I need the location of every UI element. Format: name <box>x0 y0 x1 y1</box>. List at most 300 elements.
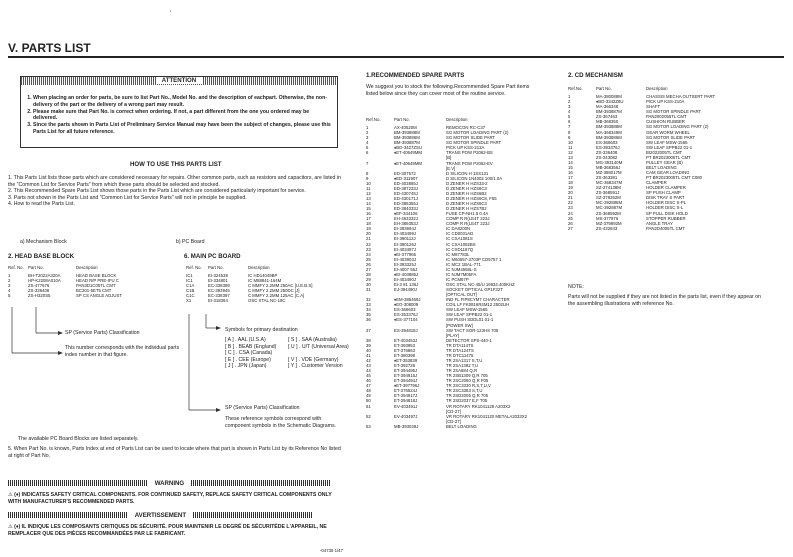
cell: 5 <box>8 293 11 299</box>
cell: [E.V] <box>446 165 456 171</box>
cell: MC-392887M <box>596 205 623 211</box>
cell: 25 <box>568 215 573 221</box>
symbol-item: [ C ] . CSA (Canada) <box>225 350 273 356</box>
attention-item: 1. When placing an order for parts, be sure to list Part No., Model No. and the description of eachpart. Otherwise, the non-delivery of the part or the delivery of a wrong part may result. <box>33 95 333 108</box>
cell: 5 <box>568 114 571 120</box>
cell: ♦ET-353839 <box>394 357 418 363</box>
cell: [POWER SW] <box>446 322 473 328</box>
cell: ET-393953 <box>394 342 416 348</box>
cell: EI-390112J <box>394 236 416 242</box>
cell: EI-334801 <box>208 278 228 284</box>
cell: EI-393325J <box>394 261 416 267</box>
cell: SG MOTOR SLIDE PART <box>646 134 696 140</box>
cell: PT BR2023005TL CMT C080 <box>646 175 703 181</box>
cell: ET-394818J <box>394 398 418 404</box>
cell: EV-403491J <box>394 403 418 409</box>
cell: 18 <box>366 221 371 227</box>
cell: IC MC2 1BAL-771 <box>446 261 481 267</box>
cell: IC PCM67P <box>446 276 469 282</box>
cell: ET-376863 <box>394 347 416 353</box>
cell: 23 <box>568 205 573 211</box>
cell: ♦EI-403885J <box>394 271 419 277</box>
cell: SW LEAF SPPB22 01-1 <box>446 312 493 318</box>
cell: 36 <box>366 317 371 323</box>
cd-mech-rows <box>568 94 715 231</box>
warning-fr-heading: AVERTISSEMENT <box>134 512 187 519</box>
attention-item: 3. Since the parts shown in Parts List of Preliminary Service Manual may have been the subject of changes, please use this Parts List for all future reference. <box>33 122 333 135</box>
cell: MA-366348 <box>596 104 619 110</box>
cell: ED-430171J <box>394 195 418 201</box>
cell: TR 2SA684 Q,R <box>446 368 478 374</box>
table-row <box>186 298 312 303</box>
cell: 13 <box>568 154 573 160</box>
main-pc-pointer-lines <box>186 312 226 422</box>
cell: C MMFY 2.2ΜM 125AC [C.A] <box>248 293 305 299</box>
cell: ♦ES-377104 <box>394 317 418 323</box>
cell: TR 2SA1382 T,U <box>446 363 479 368</box>
cell: MC-368347M <box>596 180 623 186</box>
cell: SG MOTOR SPINDLE PART <box>446 140 502 146</box>
cell: BM-393886M <box>596 134 622 140</box>
cell: SW LEAF MSW-1565 <box>446 307 488 313</box>
warning-fr-bar-left <box>8 512 128 518</box>
cell: ZS-336408 <box>28 288 50 294</box>
cell: IC M87783L <box>446 251 470 257</box>
cell: EC-393945 <box>208 288 230 294</box>
cell: TR 2SC3383 S,T,U <box>446 388 483 394</box>
cell: IC NJM7M05FA <box>446 271 477 277</box>
cell: 30 <box>366 282 371 287</box>
cell: TR 2SD2005 Q,R 705 <box>446 393 489 399</box>
cell: 17 <box>568 175 573 181</box>
cell: 9 <box>366 175 369 181</box>
cell: EI-4007 55J <box>394 266 418 272</box>
symbol-item: [ U ] . U/T (Universal Area) <box>288 343 349 350</box>
table-row <box>366 424 527 429</box>
cell: SZ-374138M <box>596 185 621 191</box>
cell: TRANS POW P2062-EV <box>446 160 493 166</box>
cell: CHASSIS MECHA OUTSERT PART <box>646 94 716 100</box>
cell: SP PUSH CLAMP <box>646 190 681 196</box>
cell: 8 <box>366 170 369 176</box>
page-title: V. PARTS LIST <box>8 41 91 55</box>
cell: 49 <box>366 393 371 399</box>
cell: COMP R R(LE4T 223J <box>446 221 490 227</box>
cell: MA-368349M <box>596 129 622 135</box>
cell: MS-377976 <box>596 215 619 221</box>
cell: ZS-477676 <box>28 283 50 289</box>
cell: ♦EO-308009 <box>394 302 419 308</box>
cell: 40 <box>366 347 371 353</box>
cell: HOLDER CLAMPER <box>646 185 686 191</box>
cell: 27 <box>568 225 573 231</box>
head-base-classification: SP (Service Parts) Classification <box>65 330 140 336</box>
cell: C1B <box>186 288 195 294</box>
cell: VR ROTARY RK1041120 METALA2033X2 <box>446 413 528 419</box>
col-part: Part No. <box>394 117 410 122</box>
cell: 32 <box>366 297 371 303</box>
cell: IC HD14049BP <box>248 273 278 279</box>
cell: MZ-379892M <box>596 220 622 226</box>
cell: 3 <box>8 283 11 289</box>
symbol-item: [ J ] . JPN (Japan) <box>225 363 267 369</box>
cell: 2 <box>366 130 369 136</box>
warning-fr-heading-row <box>8 512 348 520</box>
cell: ED-386355J <box>394 201 418 206</box>
cell: 15 <box>366 206 371 212</box>
label-pc-board: b) PC Board <box>176 239 205 245</box>
cell: 3 <box>366 135 369 141</box>
cell: 44 <box>366 368 371 374</box>
cell: ET-376524J <box>394 388 418 394</box>
cell: EI-393694J <box>394 226 416 232</box>
cell: PAN2002055TL CMT <box>646 114 687 120</box>
howto-item: 3. Parts not shown in the Parts List and "Common List for Service Parts" will not in principle be supplied. <box>8 194 247 201</box>
cell: ED-403865J <box>394 180 418 186</box>
cell: 17 <box>366 216 371 222</box>
cell: 11 <box>568 144 573 150</box>
cell: PICK UP KSS-213A <box>446 145 485 151</box>
cell: MB-393039J <box>394 423 419 429</box>
cell: 24 <box>568 210 573 216</box>
cell: ES-393376J <box>596 144 620 150</box>
footer-mark: -04735 1/47 <box>320 548 343 553</box>
col-ref: Ref.No. <box>366 117 381 122</box>
cell: HEAD R/P PRE-IFU C <box>76 278 119 284</box>
cell: ♦EI-377965 <box>394 251 417 257</box>
cell: ET-380398 <box>394 352 416 358</box>
cell: 35 <box>366 312 371 318</box>
col-part: Part No. <box>596 86 612 91</box>
cell: OSC XTAL NC-45/U 16934.400KHZ <box>446 282 515 287</box>
col-part: Part No. <box>28 265 44 270</box>
cell: MA-380088M <box>596 94 622 100</box>
cell: 34 <box>366 307 371 313</box>
cell: 10 <box>568 139 573 145</box>
cell: IC CXD1167Q <box>446 246 474 252</box>
cell: ♦ET-40649MM <box>394 150 422 156</box>
howto-item: 2. This Recommended Spare Parts List shows those parts in the Parts List which are considered particularly important for service. <box>8 188 306 194</box>
cell: EI-403497J <box>394 246 416 252</box>
cell: 38 <box>366 337 371 343</box>
cell: EI-403499J <box>394 231 416 237</box>
head-base-pointer-lines <box>8 305 68 360</box>
cell: HEAD BASE BLOCK <box>76 273 117 279</box>
cell: BM-393888M <box>394 130 420 136</box>
cell: IC M88841-164M <box>248 278 282 284</box>
cell: TR 2SC3330 R,S,T,U,V <box>446 383 491 389</box>
cell: 6 <box>568 119 571 125</box>
cell: SP PULL DISK HOLD <box>646 210 688 216</box>
head-base-heading: 2. HEAD BASE BLOCK <box>8 253 75 260</box>
cell: 51 <box>366 403 371 409</box>
cell: ES-394818J <box>394 327 418 333</box>
cell: 4 <box>8 288 11 294</box>
attention-heading: ATTENTION <box>156 77 202 84</box>
cell: COIL LF FK0816R4M12 2502UH <box>446 302 510 308</box>
cell: 8 <box>568 129 571 135</box>
warning-bar-right <box>191 480 331 486</box>
cell: C1C <box>186 293 195 299</box>
symbol-item: [ B ] . BEAB (England) <box>225 343 277 350</box>
cell: TR 2SA1317 S,T,U <box>446 357 483 363</box>
warning-heading: WARNING <box>154 480 185 487</box>
cell: ZS-432843 <box>596 225 618 231</box>
cell: CUSHION RUBBER <box>646 119 685 125</box>
cell: 15 <box>568 164 573 170</box>
cell: TR 2SD2037 E,F T05 <box>446 398 488 404</box>
cell: D ZENER H HZS6C3 <box>446 201 487 206</box>
cell: 9 <box>568 134 571 140</box>
cd-note: Parts will not be supplied if they are not listed in the parts list, even if they appear on the assembling illustrations with reference No. <box>568 294 761 307</box>
howto-item: 1. This Parts List lists those parts which are considered necessary for repairs. Other common parts, such as resistors and capacitors, are listed in the "Common List for Service Parts" from which these parts should be selected and stocked. <box>8 175 341 188</box>
cell: 24 <box>366 251 371 257</box>
cell: ZS-H320S5 <box>28 293 51 299</box>
main-pc-heading: 6. MAIN PC BOARD <box>184 253 241 260</box>
cell: TR DTA114TS <box>446 342 474 348</box>
cell: IC NJM4558L-S <box>446 266 477 272</box>
cell: D ZENER H HZS33-2 <box>446 180 488 186</box>
cell: D SILICON H 1SS131 <box>446 170 489 176</box>
cd-note-heading: NOTE: <box>568 284 584 290</box>
cell: ZS-367463 <box>596 114 618 120</box>
cell: FUSE CP-NH1.5 0.4A <box>446 211 489 217</box>
cell: COMP R R(LE4T 223J <box>446 216 490 222</box>
cell: 2 <box>568 99 571 105</box>
cell: 26 <box>366 261 371 267</box>
symbol-item: [ Y ] . Customer Version <box>288 363 343 369</box>
cell: EJ-394490J <box>394 287 417 293</box>
cell: 41 <box>366 352 371 358</box>
cell: EI-390126J <box>394 241 416 247</box>
symbol-item: [ V ] . VDE (Germany) <box>288 356 339 363</box>
cell: 20 <box>366 231 371 237</box>
cell: 46 <box>366 378 371 384</box>
col-desc: Description <box>646 86 668 91</box>
cell: SW LEAF SPPB22 01-1 <box>646 144 693 150</box>
cell: SG MOTOR SPINDLE PART <box>646 109 702 115</box>
cell: ZS-336408 <box>596 149 618 155</box>
cell: EC-338399 <box>208 283 230 289</box>
cell: PICK UP KSS-210A <box>646 99 685 105</box>
cell: SG MOTOR SLIDE PART <box>446 135 496 141</box>
cell: 37 <box>366 327 371 333</box>
cell: 14 <box>366 201 371 206</box>
recommended-heading: 1.RECOMMENDED SPARE PARTS <box>366 72 465 79</box>
cell: 6 <box>366 150 369 156</box>
col-desc: Description <box>76 265 98 270</box>
cell: MC-392886M <box>596 200 623 206</box>
cell: 45 <box>366 373 371 379</box>
attention-item: 2. Please make sure that Part No. is correct when ordering. If not, a part different from the one you ordered may be delivered. <box>33 109 333 122</box>
cell: ES-366603 <box>394 307 416 313</box>
cell: C MMFY 2.2ΜM 250AC [U.E.B.S] <box>248 283 313 289</box>
symbol-item: [ S ] . SAA (Australia) <box>288 337 337 343</box>
cell: 13 <box>366 195 371 201</box>
cell: ♦ET-40649MM <box>394 160 422 166</box>
cell: D ZENER H HZS7B2 <box>446 206 487 212</box>
cell: ZS-368591J <box>596 190 620 196</box>
sp-classification: SP (Service Parts) Classification <box>225 405 300 411</box>
cell: HOLDER DISC S-L <box>646 205 684 211</box>
cell: ET-394917J <box>394 393 418 399</box>
symbols-heading: Symbols for primary destination <box>225 327 298 333</box>
cell: 4 <box>366 140 369 146</box>
cell: EI-324538 <box>208 273 228 279</box>
cell: EI-318394 <box>208 298 228 304</box>
cell: IC CD0031AD <box>446 231 474 237</box>
howto-list <box>8 175 343 208</box>
cell: 39 <box>366 342 371 348</box>
cell: IND FL FIP8CYM7 CHARACTER <box>446 297 510 303</box>
cell: SZ-379262M <box>596 195 621 201</box>
cell: 22 <box>366 241 371 247</box>
cell: 14 <box>568 159 573 165</box>
cell: SP CS ANGLE ADJUST <box>76 293 123 299</box>
cell: 48 <box>366 388 371 394</box>
cell: SG MOTOR LOADING PART (2) <box>646 124 709 130</box>
cell: D ZENER H HZS6B2 <box>446 190 487 196</box>
cell: ♦ED-311907 <box>394 175 418 181</box>
howto-note-5: 5. When Part No. is known, Parts Index at end of Parts List can be used to locate where that part is shown in Parts List by its Reference No listed at right of Part No. <box>8 446 341 459</box>
cell: ET-394494J <box>394 378 418 384</box>
warning-fr-text: ⚠ (♦) IL INDIQUE LES COMPOSANTS CRITIQUES DE SÉCURITÉ. POUR MAINTENIR LE DEGRÉ DE SÉCURITÉDE L'APPAREIL, NE REMPLACER QUE DES PIÈCES RECOMMANDÉES PAR LE FABRICANT. <box>8 524 327 537</box>
cell: EI-403490J <box>394 276 416 282</box>
col-ref: Ref.No. <box>568 86 583 91</box>
cell: EH-463332J <box>394 216 418 222</box>
cell: ES-353376J <box>394 312 418 318</box>
cell: CLAMPER <box>646 180 667 186</box>
cell: SHAFT <box>646 104 661 110</box>
cell: 28 <box>366 271 371 277</box>
cell: PT BR2023005TL CMT <box>646 154 691 160</box>
cell: ET-392728 <box>394 363 416 368</box>
cell: 25 <box>366 256 371 262</box>
sp-note: These reference symbols correspond with component symbols in the Schematic Diagrams. <box>225 416 337 429</box>
cell: 20 <box>568 190 573 196</box>
cell: ED-307572 <box>394 170 416 176</box>
cell: ♦ET-397796J <box>394 383 420 389</box>
cell: 19 <box>568 185 573 191</box>
head-base-table <box>8 265 122 298</box>
cell: ET-394915J <box>394 373 418 379</box>
col-desc: Description <box>446 117 468 122</box>
cell: 12 <box>568 149 573 155</box>
cell: PAN3D1C05TL CMT <box>76 283 116 289</box>
cell: 42 <box>366 357 371 363</box>
howto-item: 4. How to read the Parts List. <box>8 201 75 207</box>
cell: 7 <box>568 124 571 130</box>
cell: ES-368603 <box>596 139 618 145</box>
cell: BELT LOADING <box>446 423 477 429</box>
cd-mech-heading: 2. CD MECHANISM <box>568 72 623 79</box>
head-base-note: This number corresponds with the individual parts index number in that figure. <box>65 345 180 358</box>
cell: [OPTICAL OUT] <box>446 292 477 298</box>
cell: 50 <box>366 398 371 404</box>
cell: IC M60557-3703P CD5757 1 <box>446 256 502 262</box>
cell: ED-384033J <box>394 206 418 212</box>
cell: 5 <box>366 145 369 151</box>
cell: D ZENER H HZS6C3 <box>446 185 487 191</box>
cell: 53 <box>366 423 371 429</box>
cell: 52 <box>366 413 371 419</box>
attention-box <box>20 76 338 148</box>
cell: SG MOTOR LOADING PART (2) <box>446 130 509 136</box>
cell: MZ-388017M <box>596 170 622 175</box>
cd-mech-table <box>568 86 715 231</box>
recommended-rows <box>366 125 527 429</box>
top-mark: ' <box>170 10 172 17</box>
cell: D ZENER H HZS6C8, F55 <box>446 195 497 201</box>
cell: SW TACT SOR-123HS 705 <box>446 327 499 333</box>
cell: IC CXA1082BS <box>446 241 476 247</box>
col-ref: Ref. No. <box>8 265 24 270</box>
cell: 12 <box>366 190 371 196</box>
cell: ZS-363381 <box>596 175 618 181</box>
cell: MB-368356J <box>596 164 621 170</box>
cell: 7 <box>366 160 369 166</box>
cell: TR 2SB1309 Q,R 705 <box>446 373 488 379</box>
cell: ♦EF-344106 <box>394 211 418 217</box>
cell: TR DTA124TS <box>446 347 474 353</box>
cell: 47 <box>366 383 371 389</box>
cell: ♦BO-3342Z8U <box>596 99 624 105</box>
col-ref: Ref. No. <box>186 265 202 270</box>
cell: 23 <box>366 246 371 252</box>
cell: DETECTOR SPS-440-1 <box>446 337 492 343</box>
cell: IC1 <box>186 273 193 279</box>
attention-list <box>24 95 333 136</box>
cell: BC201-5ET5 CMT <box>76 288 112 294</box>
cell: DISK TRAY S PART <box>646 195 685 201</box>
cell: PAN2D4005TL CMT <box>646 225 685 231</box>
cell: REMOCON RC-C37 <box>446 125 486 131</box>
cell: 2 <box>8 278 11 284</box>
symbol-item: [ A ] . AAL (U.S.A) <box>225 337 266 343</box>
cell: EV-403497J <box>394 413 418 419</box>
warning-fr-bar-right <box>193 512 313 518</box>
cell: MG-393140M <box>596 159 623 165</box>
cell: 27 <box>366 266 371 272</box>
cell: IC DA8200N <box>446 226 471 232</box>
cell: TR DTC11475 <box>446 352 474 358</box>
cell: ED-387233J <box>394 185 418 191</box>
table-row <box>8 293 122 298</box>
cell: EI-3 81 136J <box>394 282 419 287</box>
cell: [CD-27] <box>446 408 461 414</box>
cell: ET-403453J <box>394 337 418 343</box>
cell: C1A <box>186 283 195 289</box>
cell: GEAR WORM WHEEL <box>646 129 690 135</box>
cell: 21 <box>366 236 371 242</box>
title-rule <box>8 56 784 58</box>
cell: 22 <box>568 200 573 206</box>
cell: SW PUSH SDDL01 01-1 <box>446 317 494 323</box>
cell: BI2022005TL CMT <box>646 149 683 155</box>
cell: BM-393886M <box>394 135 420 141</box>
main-pc-table <box>186 265 312 303</box>
cell: 1 <box>8 273 11 279</box>
cell: EH-389353J <box>394 221 418 227</box>
cell: BH-T2022A320A <box>28 273 61 279</box>
cell: OSC XTAL NC-18C <box>248 298 286 304</box>
cell: C MMFY 2.2ΜM 250DC [J] <box>248 288 300 294</box>
cell: BELT LOADING <box>646 164 677 170</box>
cell: STOPPER RUBBER <box>646 215 686 221</box>
cell: [B] <box>446 155 452 161</box>
cell: MB-368350 <box>596 119 619 125</box>
cell: 33 <box>366 302 371 308</box>
